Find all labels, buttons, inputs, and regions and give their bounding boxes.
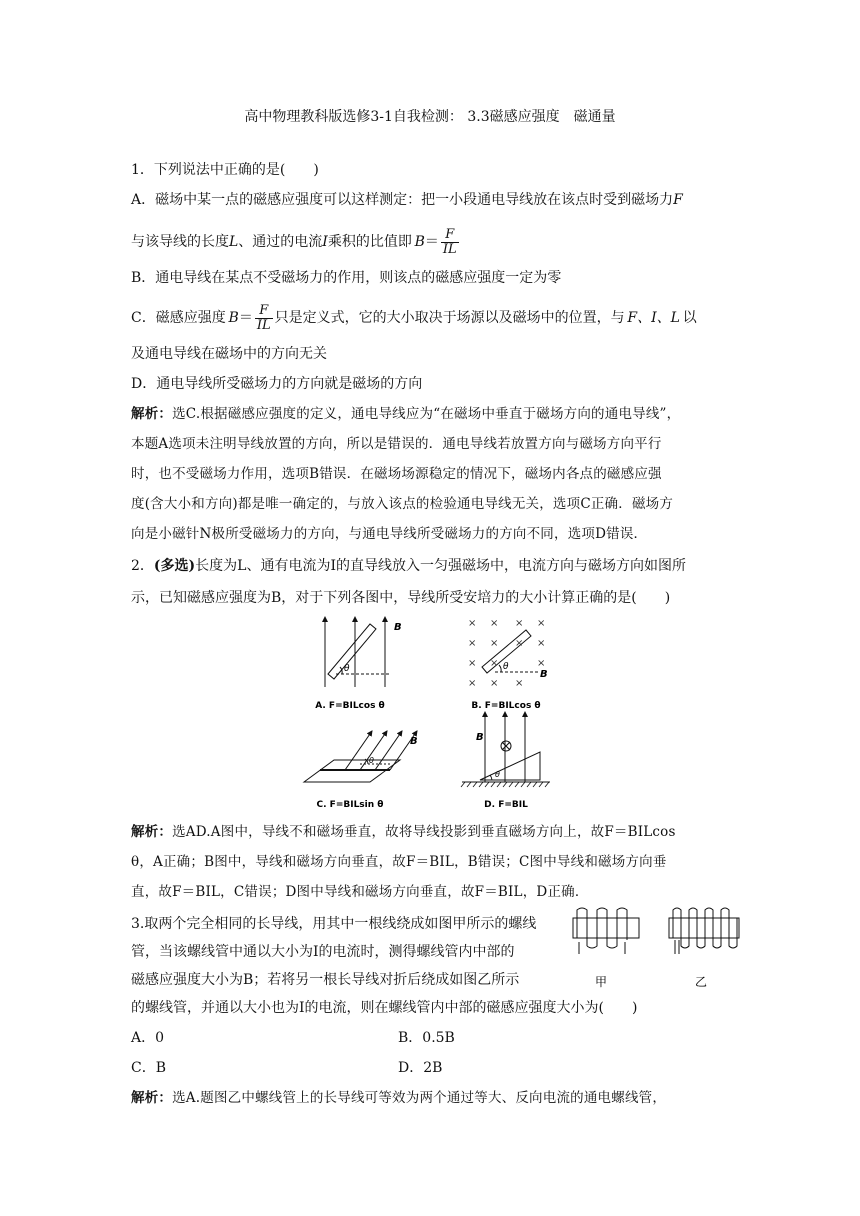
label-jia: 甲 [594, 975, 608, 989]
q2-solution-line3: 直，故F＝BIL，C错误；D图中导线和磁场方向垂直，故F＝BIL，D正确． [131, 884, 589, 900]
caption-d: D. F=BIL [484, 800, 528, 810]
q3-option-c: C．B [131, 1060, 166, 1076]
svg-text:×: × [515, 638, 524, 649]
svg-text:×: × [537, 638, 546, 649]
fig-a-theta: θ [344, 664, 350, 674]
svg-text:×: × [515, 618, 524, 629]
q2-stem-line2: 示，已知磁感应强度为B，对于下列各图中，导线所受安培力的大小计算正确的是( ) [131, 590, 671, 606]
figure-c [304, 731, 417, 782]
fraction-f-over-il: $\frac{F}{IL}$ [442, 226, 457, 257]
q3-stem-line3: 磁感应强度大小为B；若将另一根长导线对折后绕成如图乙所示 [131, 972, 520, 988]
figure-a [325, 617, 390, 687]
solenoid-jia [573, 908, 639, 954]
q3-solution-line1: 解析：选A.题图乙中螺线管上的长导线可等效为两个通过等大、反向电流的通电螺线管， [131, 1090, 667, 1106]
fig-c-theta: θ [369, 756, 374, 765]
q1-solution-line5: 向是小磁针N极所受磁场力的方向，与通电导线所受磁场力的方向不同，选项D错误． [131, 526, 648, 542]
fig-b-crosses [468, 618, 545, 689]
q3-option-b: B．0.5B [398, 1030, 455, 1046]
q2-figure-grid [290, 612, 580, 817]
q1-option-d: D．通电导线所受磁场力的方向就是磁场的方向 [131, 376, 423, 392]
q2-stem-line1: 2．(多选)长度为L、通有电流为I的直导线放入一匀强磁场中，电流方向与磁场方向如图所 [131, 558, 686, 574]
q1-option-c-line2: 及通电导线在磁场中的方向无关 [131, 346, 327, 362]
svg-text:×: × [468, 678, 477, 689]
svg-text:×: × [490, 678, 499, 689]
svg-text:×: × [468, 658, 477, 669]
page-title: 高中物理教科版选修3-1自我检测： 3.3磁感应强度 磁通量 [244, 109, 616, 125]
svg-text:×: × [490, 618, 499, 629]
q1-option-c-line1: C．磁感应强度 B＝ $\frac{F}{IL}$ 只是定义式，它的大小取决于场源以及磁场中的位置，与 F、I、L 以 [131, 302, 697, 333]
fig-b-theta: θ [503, 662, 509, 672]
figure-d [462, 712, 550, 782]
svg-text:×: × [537, 618, 546, 629]
q1-solution-line1: 解析：选C.根据磁感应强度的定义，通电导线应为“在磁场中垂直于磁场方向的通电导线”， [131, 406, 681, 422]
caption-b: B. F=BILcos θ [471, 701, 541, 711]
q3-stem-line4: 的螺线管，并通以大小也为I的电流，则在螺线管内中部的磁感应强度大小为( ) [131, 1000, 638, 1016]
solenoid-yi [669, 908, 739, 954]
fig-d-theta: θ [495, 770, 500, 779]
q3-stem-line2: 管，当该螺线管中通以大小为I的电流时，测得螺线管内中部的 [131, 944, 515, 960]
q1-solution-line2: 本题A选项未注明导线放置的方向，所以是错误的．通电导线若放置方向与磁场方向平行 [131, 436, 662, 452]
q3-solenoid-figures [565, 906, 755, 994]
q1-option-a-line1: A．磁场中某一点的磁感应强度可以这样测定：把一小段通电导线放在该点时受到磁场力F [131, 192, 683, 208]
svg-text:×: × [468, 618, 477, 629]
svg-text:×: × [490, 658, 499, 669]
q1-stem: 1．下列说法中正确的是( ) [131, 162, 319, 178]
q2-solution-line1: 解析：选AD.A图中，导线不和磁场垂直，故将导线投影到垂直磁场方向上，故F＝BILcos [131, 824, 676, 840]
svg-text:×: × [537, 658, 546, 669]
fig-d-ground-hatch [461, 782, 549, 787]
svg-text:×: × [515, 678, 524, 689]
q3-option-a: A．0 [131, 1030, 165, 1046]
fig-b-b-label: B [540, 669, 548, 680]
q1-solution-line4: 度(含大小和方向)都是唯一确定的，与放入该点的检验通电导线无关，选项C正确．磁场方 [131, 496, 674, 512]
q1-option-a-line2: 与该导线的长度L、通过的电流I乘积的比值即 B＝ $\frac{F}{IL}$ [131, 226, 457, 257]
q1-option-b: B．通电导线在某点不受磁场力的作用，则该点的磁感应强度一定为零 [131, 270, 562, 286]
svg-text:×: × [490, 638, 499, 649]
fraction-f-over-il-c: $\frac{F}{IL}$ [256, 302, 271, 333]
svg-text:×: × [468, 638, 477, 649]
fig-c-b-label: B [410, 736, 418, 747]
caption-a: A. F=BILcos θ [315, 701, 385, 711]
caption-c: C. F=BILsin θ [316, 800, 384, 810]
q1-solution-line3: 时，也不受磁场力作用，选项B错误．在磁场场源稳定的情况下，磁场内各点的磁感应强 [131, 466, 662, 482]
q2-solution-line2: θ，A正确；B图中，导线和磁场方向垂直，故F＝BIL，B错误；C图中导线和磁场方向垂 [131, 854, 667, 870]
fig-d-b-label: B [476, 732, 484, 743]
q3-stem-line1: 3.取两个完全相同的长导线，用其中一根线绕成如图甲所示的螺线 [131, 916, 537, 932]
q3-option-d: D．2B [398, 1060, 443, 1076]
label-yi: 乙 [694, 975, 708, 989]
fig-a-b-label: B [394, 622, 402, 633]
